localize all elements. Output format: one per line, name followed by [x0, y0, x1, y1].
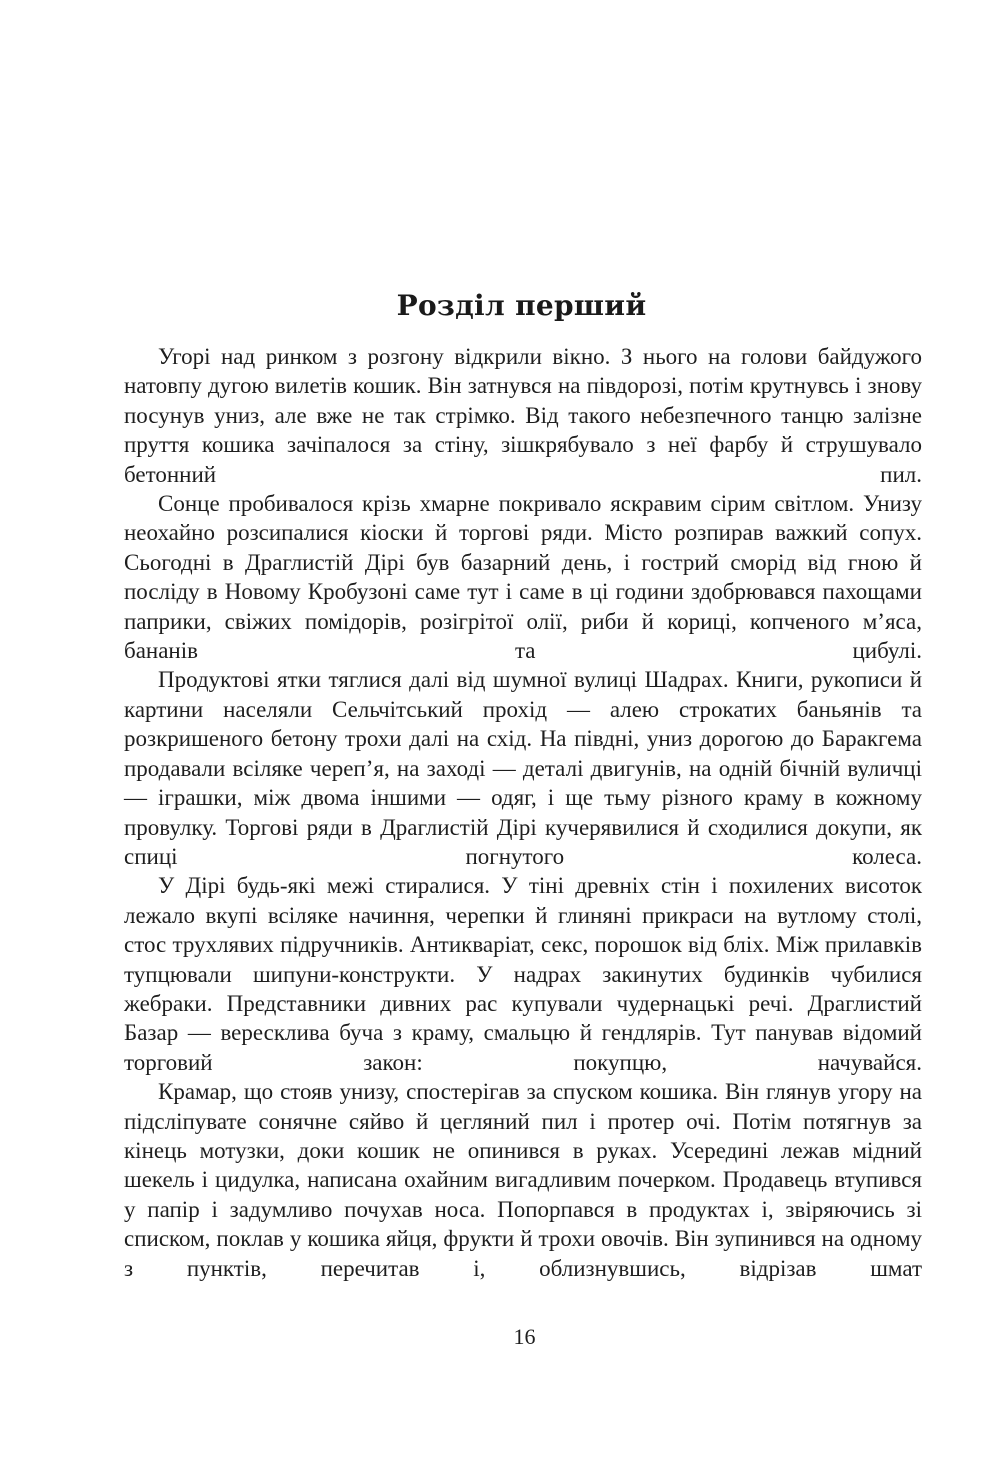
chapter-title: Розділ перший — [396, 289, 647, 322]
paragraph: Сонце пробивалося крізь хмарне покривало яскравим сірим світлом. Унизу неохайно розсипалися кіоски й торгові ряди. Місто розпирав важкий сопух. Сьогодні в Драглистій Дірі був базарний день, і гострий сморід від гною й посліду в Новому Кробузоні саме тут і саме в ці години здобрювався пахощами паприки, свіжих помідорів, розігрітої олії, риби й кориці, копченого м’яса, бананів та цибулі. — [124, 491, 922, 664]
paragraph: Угорі над ринком з розгону відкрили вікно. З нього на голови байдужого натовпу дугою вилетів кошик. Він затнувся на півдорозі, потім крутнувсь і знову посунув униз, але вже не так стрімко. Від такого небезпечного танцю залізне пруття кошика зачіпалося за стіну, зішкрябувало з неї фарбу й струшувало бетонний пил. — [124, 344, 922, 487]
paragraph: Продуктові ятки тяглися далі від шумної вулиці Шадрах. Книги, рукописи й картини населяли Сельчітський прохід — алею строкатих баньянів та розкришеного бетону трохи далі на схід. На півдні, униз дорогою до Баракгема продавали всіляке череп’я, на заході — деталі двигунів, на одній бічній вуличці — іграшки, між двома іншими — одяг, і ще тьму різного краму в кожному провулку. Торгові ряди в Драглистій Дірі кучерявилися й сходилися докупи, як спиці погнутого колеса. — [124, 667, 922, 869]
paragraph: У Дірі будь-які межі стиралися. У тіні древніх стін і похилених висоток лежало вкупі всіляке начиння, черепки й глиняні прикраси на вутлому столі, стос трухлявих підручників. Антикваріат, секс, порошок від бліх. Між прилавків тупцювали шипуни-конструкти. У надрах закинутих будинків чубилися жебраки. Представники дивних рас купували чудернацькі речі. Драглистий Базар — вересклива буча з краму, смальцю й гендлярів. Тут панував відомий торговий закон: покупцю, начувайся. — [124, 873, 922, 1075]
page-number: 16 — [513, 1324, 536, 1349]
paragraph: Крамар, що стояв унизу, спостерігав за спуском кошика. Він глянув угору на підсліпувате сонячне сяйво й цегляний пил і протер очі. Потім потягнув за кінець мотузки, доки кошик не опинився в руках. Усередині лежав мідний шекель і цидулка, написана охайним вигадливим почерком. Продавець втупився у папір і задумливо почухав носа. Попорпався в продуктах і, звіряючись зі списком, поклав у кошика яйця, фрукти й трохи овочів. Він зупинився на одному з пунктів, перечитав і, облизнувшись, відрізав шмат — [124, 1079, 922, 1281]
body-text — [124, 342, 922, 1283]
